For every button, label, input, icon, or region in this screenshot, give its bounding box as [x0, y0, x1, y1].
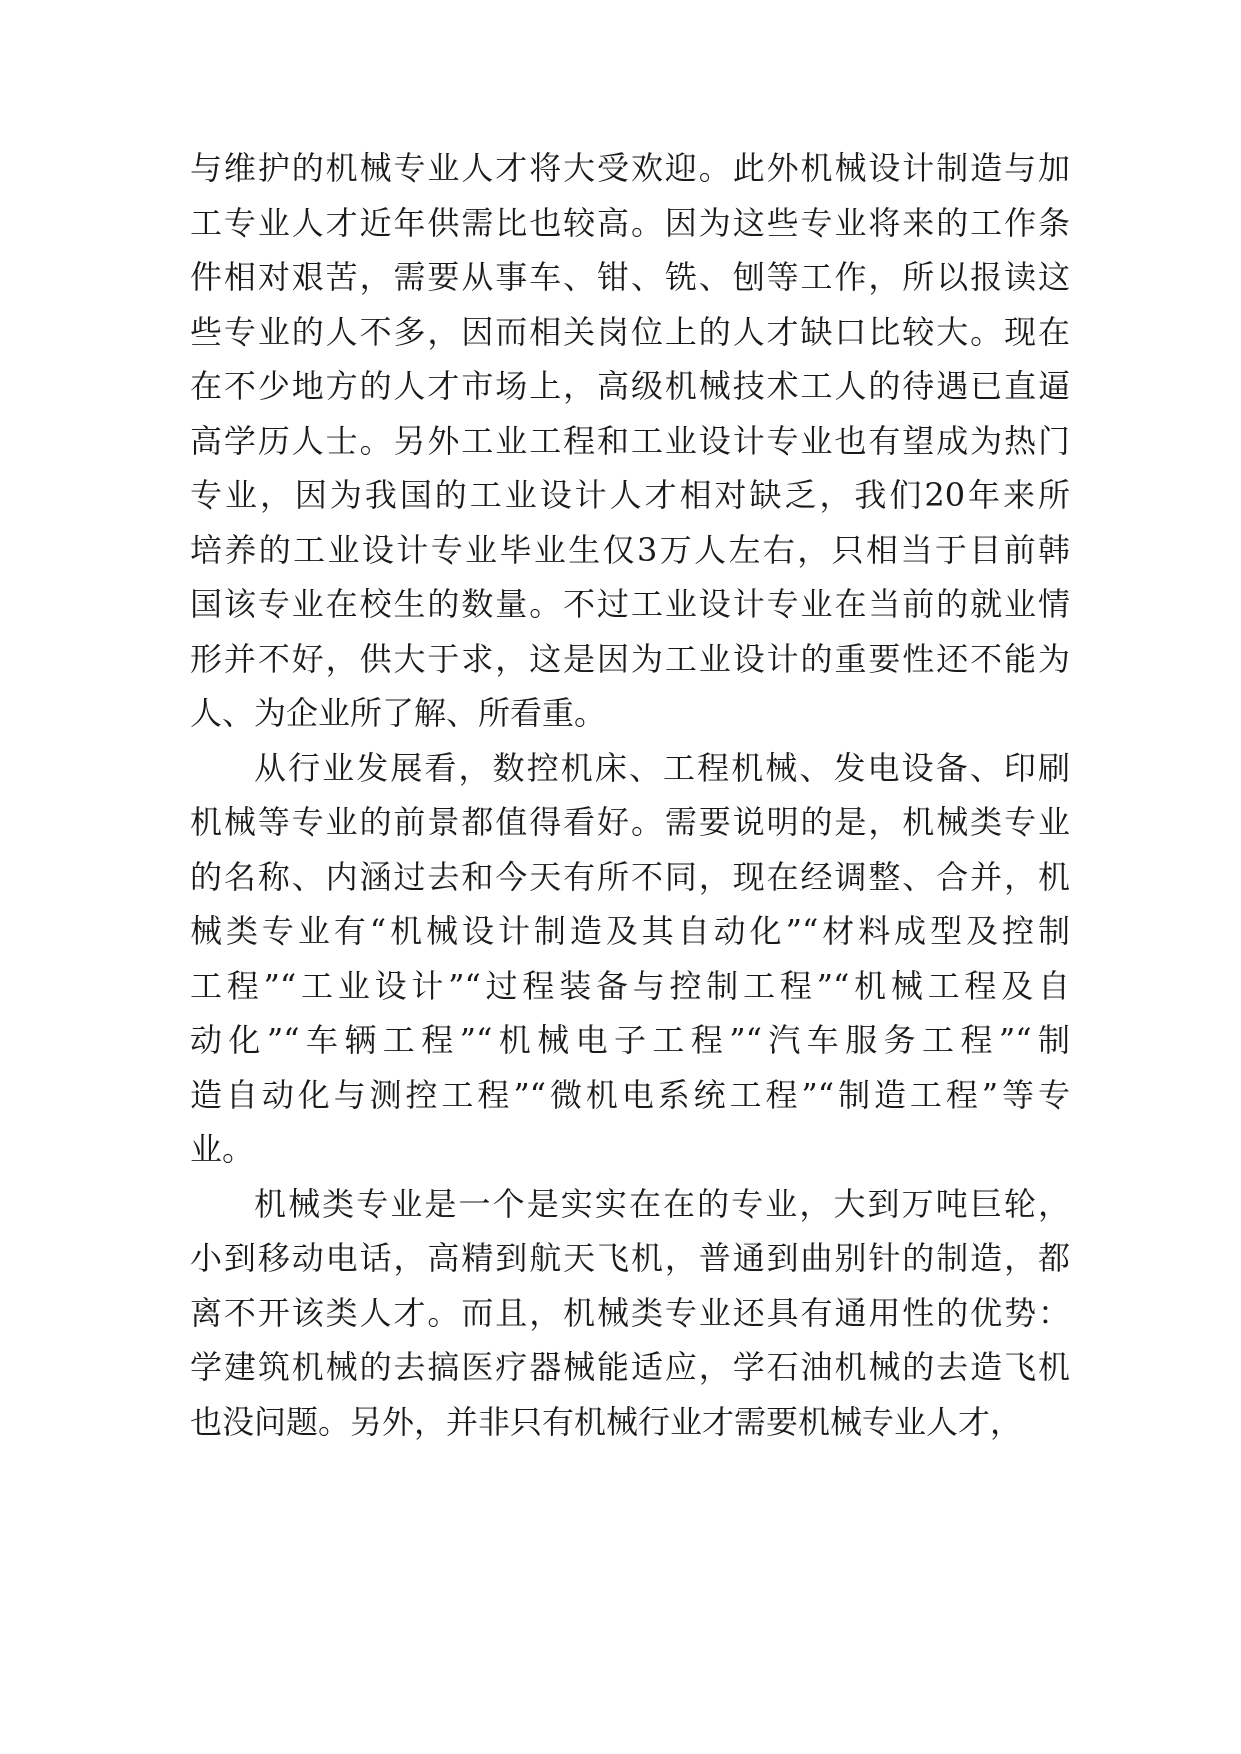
paragraph-1-line: 形并不好，供大于求，这是因为工业设计的重要性还不能为 — [190, 639, 1070, 678]
paragraph-1-line: 在不少地方的人才市场上，高级机械技术工人的待遇已直逼 — [190, 367, 1070, 405]
paragraph-2-line: 械类专业有“机械设计制造及其自动化”“材料成型及控制 — [190, 912, 1070, 950]
paragraph-2-line: 业。 — [190, 1130, 255, 1168]
paragraph-1-line: 人、为企业所了解、所看重。 — [190, 694, 607, 732]
paragraph-2-line: 工程”“工业设计”“过程装备与控制工程”“机械工程及自 — [190, 966, 1070, 1005]
paragraph-1-line: 工专业人才近年供需比也较高。因为这些专业将来的工作条 — [190, 203, 1070, 242]
paragraph-3-line: 离不开该类人才。而且，机械类专业还具有通用性的优势： — [190, 1293, 1070, 1332]
paragraph-2-line: 的名称、内涵过去和今天有所不同，现在经调整、合并，机 — [190, 857, 1070, 896]
paragraph-3-line: 小到移动电话，高精到航天飞机，普通到曲别针的制造，都 — [190, 1239, 1070, 1277]
paragraph-2-line: 造自动化与测控工程”“微机电系统工程”“制造工程”等专 — [190, 1075, 1070, 1114]
paragraph-3-line: 也没问题。另外，并非只有机械行业才需要机械专业人才， — [190, 1402, 1023, 1441]
paragraph-1-line: 国该专业在校生的数量。不过工业设计专业在当前的就业情 — [190, 585, 1070, 623]
paragraph-1-line: 件相对艰苦，需要从事车、钳、铣、刨等工作，所以报读这 — [190, 258, 1070, 296]
paragraph-1-line: 些专业的人不多，因而相关岗位上的人才缺口比较大。现在 — [190, 312, 1070, 351]
paragraph-3-line: 机械类专业是一个是实实在在的专业，大到万吨巨轮， — [254, 1184, 1070, 1223]
paragraph-1-line: 专业，因为我国的工业设计人才相对缺乏，我们20年来所 — [190, 476, 1070, 514]
paragraph-1-line: 高学历人士。另外工业工程和工业设计专业也有望成为热门 — [190, 421, 1070, 460]
paragraph-2-line: 动化”“车辆工程”“机械电子工程”“汽车服务工程”“制 — [190, 1021, 1070, 1059]
paragraph-1-line: 与维护的机械专业人才将大受欢迎。此外机械设计制造与加 — [190, 149, 1070, 187]
paragraph-2-line: 从行业发展看，数控机床、工程机械、发电设备、印刷 — [254, 748, 1070, 787]
paragraph-1-line: 培养的工业设计专业毕业生仅3万人左右，只相当于目前韩 — [190, 530, 1070, 569]
paragraph-2-line: 机械等专业的前景都值得看好。需要说明的是，机械类专业 — [190, 803, 1070, 841]
paragraph-3-line: 学建筑机械的去搞医疗器械能适应，学石油机械的去造飞机 — [190, 1348, 1070, 1386]
